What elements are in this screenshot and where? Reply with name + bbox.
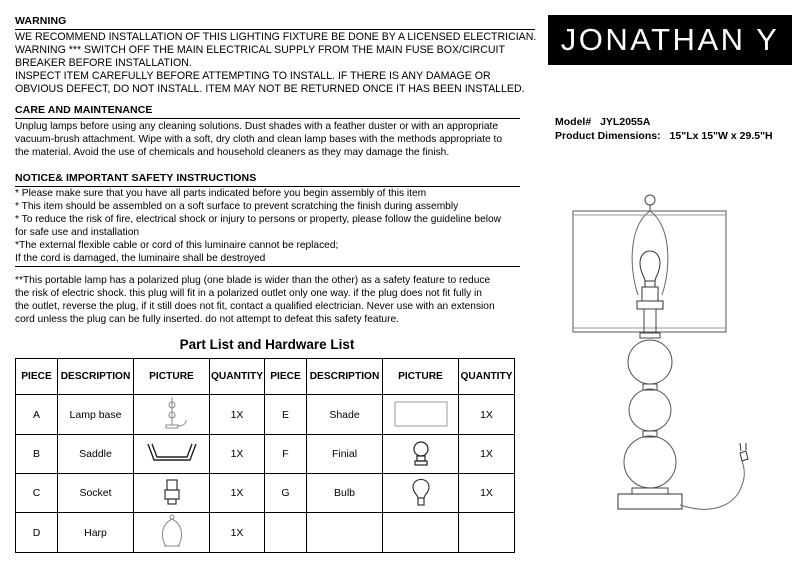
header-picture: PICTURE	[134, 359, 210, 395]
safety-line: If the cord is damaged, the luminaire shall be destroyed	[15, 253, 266, 264]
bulb-icon	[409, 476, 433, 508]
table-header-row	[16, 359, 515, 395]
care-line: the material. Avoid the use of chemicals and household cleaners as they may damage the finish.	[15, 147, 450, 158]
warning-line: BREAKER BEFORE INSTALLATION.	[15, 57, 192, 69]
care-line: Unplug lamps before using any cleaning solutions. Dust shades with a feather duster or with an appropriate	[15, 121, 499, 132]
warning-line: WARNING *** SWITCH OFF THE MAIN ELECTRICAL SUPPLY FROM THE MAIN FUSE BOX/CIRCUIT	[15, 44, 505, 56]
plug-line: cord unless the plug can be fully inserted. do not attempt to defeat this safety feature.	[15, 314, 399, 325]
quantity-cell: 1X	[459, 474, 515, 513]
plug-text	[15, 274, 495, 326]
model-label: Model#	[555, 116, 592, 128]
parts-title: Part List and Hardware List	[179, 337, 355, 352]
description-cell: Harp	[58, 513, 134, 553]
safety-text	[15, 187, 501, 265]
plug-line: **This portable lamp has a polarized plug (one blade is wider than the other) as a safety feature to reduce	[15, 275, 491, 286]
header-quantity: QUANTITY	[210, 359, 265, 395]
description-cell: Shade	[307, 395, 383, 435]
header-quantity-2: QUANTITY	[459, 359, 515, 395]
quantity-cell: 1X	[210, 395, 265, 435]
warning-text	[15, 31, 536, 96]
table-row	[16, 474, 515, 513]
description-cell: Socket	[58, 474, 134, 513]
quantity-cell: 1X	[459, 395, 515, 435]
warning-rule	[15, 29, 535, 30]
header-picture-2: PICTURE	[383, 359, 459, 395]
header-piece: PIECE	[16, 359, 58, 395]
picture-cell	[134, 513, 210, 553]
finial-icon	[409, 438, 433, 468]
piece-cell: B	[16, 435, 58, 474]
piece-cell: F	[265, 435, 307, 474]
model-value: JYL2055A	[600, 116, 651, 128]
description-cell	[307, 513, 383, 553]
piece-cell	[265, 513, 307, 553]
warning-title: WARNING	[15, 15, 67, 27]
piece-cell: D	[16, 513, 58, 553]
brand-logo: JONATHAN Y	[548, 15, 792, 65]
picture-cell	[134, 474, 210, 513]
dimensions-label: Product Dimensions:	[555, 130, 661, 142]
lamp-base-icon	[152, 395, 192, 431]
care-line: vacuum-brush attachment. Wipe with a soft, dry cloth and clean lamp bases with the methods appropriate to	[15, 134, 502, 145]
plug-line: the risk of electric shock. this plug will fit in a polarized outlet only one way. if the plug does not fit fully in	[15, 288, 482, 299]
dimensions-value: 15"Lx 15"W x 29.5"H	[669, 130, 773, 142]
piece-cell: E	[265, 395, 307, 435]
picture-cell	[383, 513, 459, 553]
description-cell: Finial	[307, 435, 383, 474]
description-cell: Bulb	[307, 474, 383, 513]
safety-line: * Please make sure that you have all parts indicated before you begin assembly of this item	[15, 188, 427, 199]
table-row	[16, 513, 515, 553]
dimensions-info	[555, 129, 773, 143]
quantity-cell: 1X	[210, 435, 265, 474]
piece-cell: G	[265, 474, 307, 513]
lamp-diagram-icon	[560, 185, 770, 520]
socket-icon	[160, 477, 184, 507]
safety-line: * This item should be assembled on a soft surface to prevent scratching the finish during assembly	[15, 201, 459, 212]
care-rule	[15, 118, 520, 119]
quantity-cell: 1X	[459, 435, 515, 474]
piece-cell: C	[16, 474, 58, 513]
warning-line: OBVIOUS DEFECT, DO NOT INSTALL. ITEM MAY NOT BE RETURNED ONCE IT HAS BEEN INSTALLED.	[15, 83, 525, 95]
header-description-2: DESCRIPTION	[307, 359, 383, 395]
safety-title: NOTICE& IMPORTANT SAFETY INSTRUCTIONS	[15, 172, 257, 184]
header-description: DESCRIPTION	[58, 359, 134, 395]
care-title: CARE AND MAINTENANCE	[15, 104, 153, 116]
safety-line: * To reduce the risk of fire, electrical shock or injury to persons or property, please follow the guideline below	[15, 214, 502, 225]
safety-line: for safe use and installation	[15, 227, 140, 238]
shade-icon	[391, 398, 451, 428]
table-row	[16, 435, 515, 474]
description-cell: Saddle	[58, 435, 134, 474]
picture-cell	[383, 435, 459, 474]
description-cell: Lamp base	[58, 395, 134, 435]
plug-line: the outlet, reverse the plug, if it still does not fit, contact a qualified electrician. Never use with an extension	[15, 301, 495, 312]
quantity-cell: 1X	[210, 474, 265, 513]
warning-line: WE RECOMMEND INSTALLATION OF THIS LIGHTING FIXTURE BE DONE BY A LICENSED ELECTRICIAN.	[15, 31, 537, 43]
header-piece-2: PIECE	[265, 359, 307, 395]
picture-cell	[383, 395, 459, 435]
safety-line: *The external flexible cable or cord of this luminaire cannot be replaced;	[15, 240, 339, 251]
safety-divider	[15, 266, 520, 267]
piece-cell: A	[16, 395, 58, 435]
warning-line: INSPECT ITEM CAREFULLY BEFORE ATTEMPTING TO INSTALL. IF THERE IS ANY DAMAGE OR	[15, 70, 491, 82]
picture-cell	[383, 474, 459, 513]
harp-icon	[152, 513, 192, 549]
quantity-cell	[459, 513, 515, 553]
picture-cell	[134, 435, 210, 474]
table-row	[16, 395, 515, 435]
care-text	[15, 120, 502, 159]
saddle-icon	[144, 440, 200, 466]
parts-table	[15, 358, 515, 553]
model-info	[555, 115, 650, 129]
quantity-cell: 1X	[210, 513, 265, 553]
picture-cell	[134, 395, 210, 435]
